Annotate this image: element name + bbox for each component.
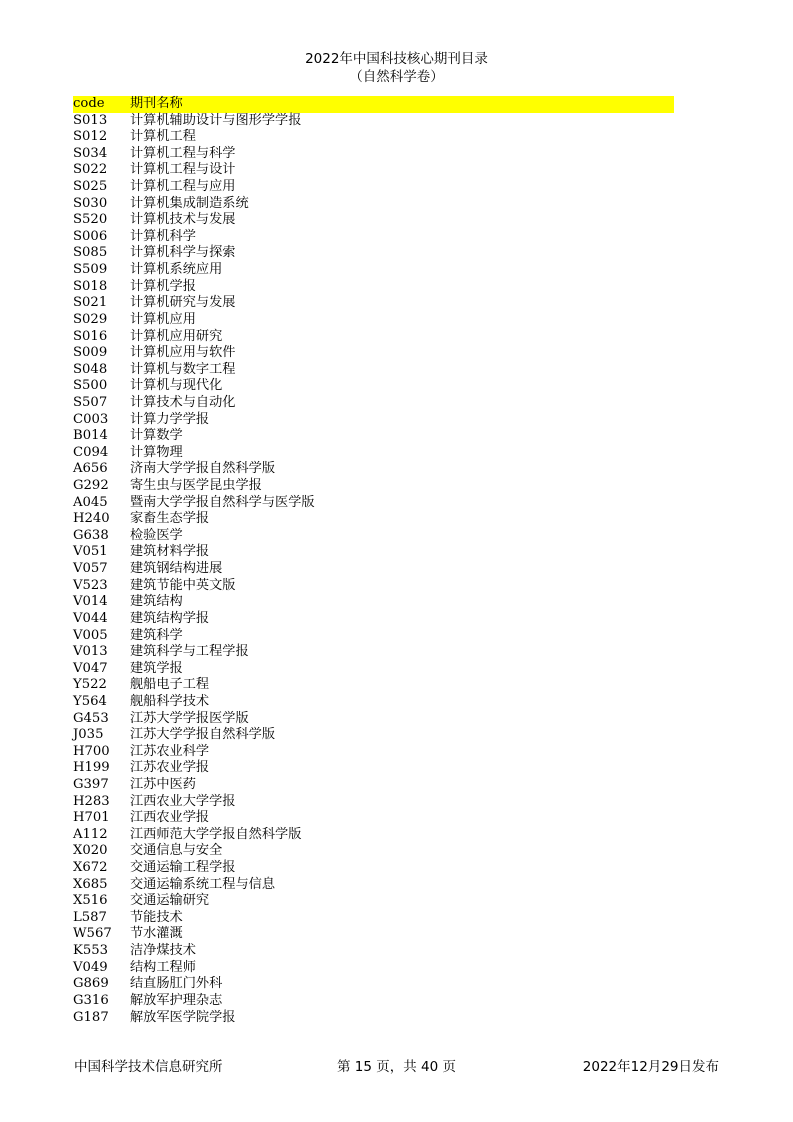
journal-name: 建筑结构 [130,594,183,610]
table-row [73,345,674,362]
table-row [73,594,674,611]
table-row [73,860,674,877]
journal-code: V014 [73,594,108,610]
table-row [73,329,674,346]
journal-name: 计算机工程与应用 [130,179,236,195]
table-row [73,877,674,894]
journal-code: G453 [73,710,109,726]
journal-name: 计算机应用 [130,311,196,327]
journal-code: A656 [73,461,108,477]
journal-name: 交通运输工程学报 [130,860,236,876]
journal-name: 江苏大学学报医学版 [130,710,249,726]
table-row [73,727,674,744]
journal-code: S034 [73,145,108,161]
journal-code: H701 [73,810,110,826]
journal-code: V523 [73,577,108,593]
journal-name: 江西农业大学学报 [130,793,236,809]
column-header-code: code [73,96,105,111]
table-row [73,694,674,711]
journal-code: S085 [73,245,108,261]
journal-name: 结直肠肛门外科 [130,976,223,992]
journal-name: 计算机与数字工程 [130,361,236,377]
journal-code: Y564 [73,693,107,709]
journal-code: G869 [73,976,109,992]
journal-name: 江苏大学学报自然科学版 [130,727,276,743]
table-row [73,810,674,827]
table-row [73,295,674,312]
journal-name: 家畜生态学报 [130,511,210,527]
journal-code: V057 [73,561,108,577]
table-row [73,478,674,495]
table-row [73,196,674,213]
journal-name: 舰船电子工程 [130,677,210,693]
table-row [73,578,674,595]
journal-name: 计算物理 [130,444,183,460]
table-row [73,395,674,412]
journal-code: S025 [73,179,108,195]
journal-name: 建筑节能中英文版 [130,577,236,593]
table-row [73,677,674,694]
journal-code: G638 [73,527,109,543]
journal-name: 计算机工程与设计 [130,162,236,178]
journal-name: 舰船科学技术 [130,693,210,709]
journal-code: X516 [73,893,108,909]
journal-code: C094 [73,444,109,460]
journal-name: 计算机与现代化 [130,378,223,394]
journal-code: S013 [73,112,108,128]
table-row [73,960,674,977]
journal-code: G316 [73,992,109,1008]
table-row [73,229,674,246]
journal-name: 江苏农业学报 [130,760,210,776]
journal-code: S021 [73,295,108,311]
table-row [73,113,674,130]
journal-name: 计算机技术与发展 [130,212,236,228]
table-row [73,827,674,844]
journal-code: S507 [73,394,108,410]
journal-code: S520 [73,212,108,228]
journal-name: 建筑科学与工程学报 [130,644,249,660]
journal-name: 江西师范大学学报自然科学版 [130,826,302,842]
journal-name: 江西农业学报 [130,810,210,826]
document-subtitle: （自然科学卷） [349,69,444,85]
journal-code: X020 [73,843,108,859]
journal-code: G187 [73,1009,109,1025]
journal-code: S030 [73,195,108,211]
journal-code: H283 [73,793,110,809]
journal-name: 解放军医学院学报 [130,1009,236,1025]
table-row [73,279,674,296]
journal-name: 江苏农业科学 [130,743,210,759]
table-row [73,146,674,163]
table-row [73,262,674,279]
table-row [73,611,674,628]
journal-code: S029 [73,311,108,327]
journal-name: 计算机工程 [130,129,196,145]
journal-code: V044 [73,610,108,626]
journal-code: H240 [73,511,110,527]
table-row [73,744,674,761]
table-row [73,362,674,379]
journal-name: 寄生虫与医学昆虫学报 [130,478,262,494]
journal-name: 建筑结构学报 [130,610,210,626]
journal-code: C003 [73,411,109,427]
journal-name: 计算力学学报 [130,411,210,427]
journal-name: 洁净煤技术 [130,943,196,959]
table-row [73,760,674,777]
footer-page-number: 第 15 页，共 40 页 [336,1059,457,1075]
journal-code: V047 [73,660,108,676]
journal-code: S018 [73,278,108,294]
journal-code: S006 [73,228,108,244]
table-row [73,628,674,645]
journal-code: W567 [73,926,112,942]
journal-name: 计算机辅助设计与图形学学报 [130,112,302,128]
journal-code: V013 [73,644,108,660]
table-row [73,511,674,528]
journal-code: S012 [73,129,108,145]
journal-name: 计算机应用研究 [130,328,223,344]
journal-name: 交通运输系统工程与信息 [130,876,276,892]
table-row [73,993,674,1010]
journal-code: S509 [73,262,108,278]
table-row [73,661,674,678]
journal-table [73,96,674,1026]
journal-code: S048 [73,361,108,377]
table-row [73,711,674,728]
journal-name: 建筑材料学报 [130,544,210,560]
table-row [73,943,674,960]
journal-name: 检验医学 [130,527,183,543]
table-row [73,445,674,462]
journal-code: S500 [73,378,108,394]
journal-name: 计算机集成制造系统 [130,195,249,211]
journal-code: G397 [73,776,109,792]
journal-code: S016 [73,328,108,344]
journal-code: J035 [73,727,104,743]
journal-code: H700 [73,743,110,759]
journal-name: 暨南大学学报自然科学与医学版 [130,494,315,510]
journal-name: 计算机工程与科学 [130,145,236,161]
journal-name: 节能技术 [130,909,183,925]
table-row [73,528,674,545]
journal-code: A112 [73,826,108,842]
document-title: 2022年中国科技核心期刊目录 [305,51,488,67]
table-header-row [73,96,674,113]
journal-code: X672 [73,860,108,876]
journal-code: H199 [73,760,110,776]
journal-name: 解放军护理杂志 [130,992,223,1008]
journal-code: B014 [73,428,108,444]
journal-code: S009 [73,345,108,361]
table-row [73,1010,674,1027]
journal-name: 计算机系统应用 [130,262,223,278]
journal-code: K553 [73,943,109,959]
footer-publish-date: 2022年12月29日发布 [582,1059,719,1075]
table-row [73,245,674,262]
table-row [73,179,674,196]
journal-code: Y522 [73,677,107,693]
journal-name: 节水灌溉 [130,926,183,942]
journal-name: 计算机科学 [130,228,196,244]
table-row [73,644,674,661]
journal-name: 计算机应用与软件 [130,345,236,361]
table-body [73,113,674,1027]
table-row [73,312,674,329]
journal-name: 江苏中医药 [130,776,196,792]
journal-code: A045 [73,494,108,510]
journal-code: V049 [73,959,108,975]
table-row [73,495,674,512]
table-row [73,976,674,993]
table-row [73,162,674,179]
journal-name: 计算技术与自动化 [130,394,236,410]
journal-name: 交通信息与安全 [130,843,223,859]
table-row [73,561,674,578]
journal-name: 计算机研究与发展 [130,295,236,311]
table-row [73,129,674,146]
table-row [73,461,674,478]
journal-name: 计算数学 [130,428,183,444]
journal-name: 建筑科学 [130,627,183,643]
table-row [73,843,674,860]
table-row [73,794,674,811]
table-row [73,926,674,943]
journal-code: V005 [73,627,108,643]
table-row [73,544,674,561]
table-row [73,777,674,794]
journal-name: 济南大学学报自然科学版 [130,461,276,477]
journal-name: 结构工程师 [130,959,196,975]
journal-name: 交通运输研究 [130,893,210,909]
journal-code: G292 [73,478,109,494]
journal-name: 计算机科学与探索 [130,245,236,261]
journal-code: S022 [73,162,108,178]
table-row [73,428,674,445]
footer-organization: 中国科学技术信息研究所 [74,1059,223,1075]
table-row [73,212,674,229]
journal-code: X685 [73,876,108,892]
column-header-name: 期刊名称 [130,96,183,111]
table-row [73,910,674,927]
journal-name: 建筑学报 [130,660,183,676]
table-row [73,893,674,910]
journal-name: 建筑钢结构进展 [130,561,223,577]
table-row [73,378,674,395]
journal-name: 计算机学报 [130,278,196,294]
table-row [73,412,674,429]
journal-code: L587 [73,909,107,925]
journal-code: V051 [73,544,108,560]
